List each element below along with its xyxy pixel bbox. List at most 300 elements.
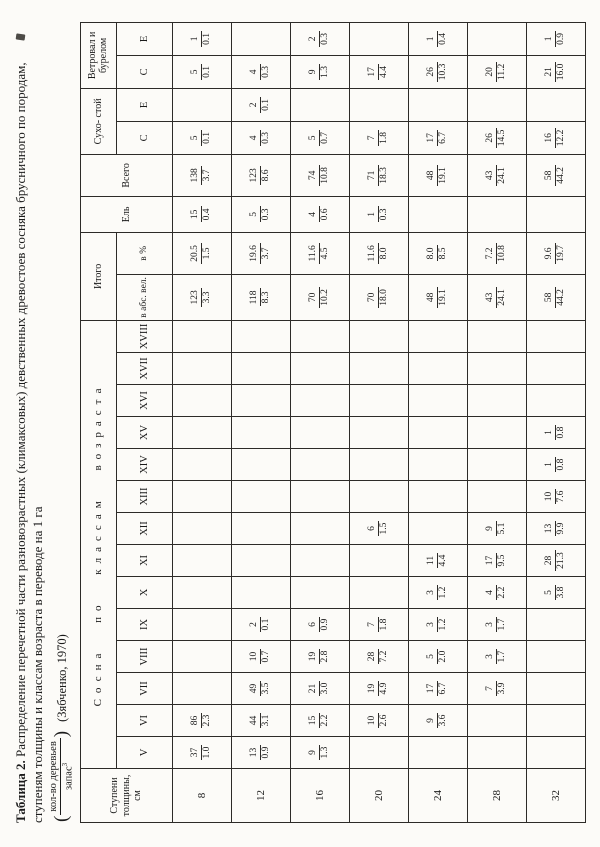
stock-volume: 6.7	[438, 682, 449, 695]
itogo-abs-header: в абс. вел.	[116, 274, 172, 320]
tree-count: 118	[249, 288, 261, 306]
pine-class-X-cell	[231, 577, 290, 609]
table-row-stupen-32	[526, 22, 585, 822]
stock-volume: 21.3	[556, 552, 567, 569]
stock-volume: 44.2	[556, 289, 567, 306]
column-group-vetroval: Ветровал и бурелом	[80, 22, 116, 88]
vetroval-spruce-cell	[172, 22, 231, 55]
pine-class-IX-cell	[349, 609, 408, 641]
count-over-stock	[308, 165, 332, 186]
stock-volume: 8.0	[379, 247, 390, 260]
pine-class-X-cell	[408, 577, 467, 609]
stock-volume: 3.6	[438, 714, 449, 727]
stock-volume: 11.2	[497, 63, 508, 81]
stock-volume: 1.5	[202, 247, 213, 260]
tree-count: 13	[544, 521, 556, 537]
count-over-stock	[367, 617, 391, 633]
el-cell	[526, 196, 585, 232]
stock-volume: 8.6	[261, 169, 272, 182]
pine-class-XVI-cell	[408, 385, 467, 417]
pine-class-XIV-cell	[290, 449, 349, 481]
tree-count: 37	[190, 745, 202, 761]
pine-class-VIII-cell	[467, 641, 526, 673]
pine-class-XVII-cell	[408, 353, 467, 385]
tree-count: 86	[190, 713, 202, 729]
count-over-stock	[249, 166, 273, 184]
vsego-cell	[349, 154, 408, 196]
pine-class-IX-cell	[231, 609, 290, 641]
suhostoy-pine-cell	[526, 121, 585, 154]
tree-count: 43	[485, 287, 497, 308]
header-row-groups	[80, 22, 116, 822]
pine-class-VIII-cell	[290, 641, 349, 673]
count-over-stock	[544, 521, 568, 537]
stock-volume: 7.6	[556, 490, 567, 503]
source-citation: (Зябченко, 1970)	[54, 634, 69, 722]
count-over-stock	[426, 713, 450, 729]
pine-class-XV-cell	[467, 417, 526, 449]
stock-volume: 0.6	[320, 208, 331, 221]
pine-class-XII-cell	[526, 513, 585, 545]
tree-count: 5	[249, 206, 261, 222]
stock-volume: 24.1	[497, 167, 508, 184]
tree-count: 19	[308, 649, 320, 665]
vetroval-spruce-cell	[408, 22, 467, 55]
count-over-stock	[485, 521, 509, 537]
stock-volume: 0.4	[438, 32, 449, 45]
age-class-vii: VII	[116, 673, 172, 705]
stupen-value: 8	[172, 769, 231, 823]
vetroval-pine-cell	[290, 55, 349, 88]
stock-volume: 1.7	[497, 650, 508, 663]
pine-class-XV-cell	[290, 417, 349, 449]
tree-count: 6	[308, 617, 320, 633]
caption-text	[13, 23, 47, 823]
stupen-value: 20	[349, 769, 408, 823]
stock-volume: 3.5	[261, 682, 272, 695]
stock-volume: 0.3	[261, 65, 272, 78]
tree-count: 17	[426, 130, 438, 146]
count-over-stock	[485, 649, 509, 665]
age-class-xvi: XVI	[116, 385, 172, 417]
count-over-stock	[426, 649, 450, 665]
pine-class-IX-cell	[408, 609, 467, 641]
tree-count: 20	[485, 62, 497, 82]
suhostoy-pine-cell	[290, 121, 349, 154]
pine-class-X-cell	[172, 577, 231, 609]
stock-volume: 3.1	[261, 714, 272, 727]
stock-volume: 7.2	[379, 650, 390, 663]
stock-volume: 1.3	[320, 746, 331, 759]
tree-count: 48	[426, 287, 438, 308]
stock-volume: 1.8	[379, 618, 390, 631]
stock-volume: 1.5	[379, 522, 390, 535]
itogo-abs-cell	[231, 274, 290, 320]
tree-count: 58	[544, 165, 556, 186]
itogo-abs-cell	[172, 274, 231, 320]
pine-class-VIII-cell	[526, 641, 585, 673]
suhostoy-spruce-cell	[172, 88, 231, 121]
pine-class-VI-cell	[467, 705, 526, 737]
vetroval-spruce-cell	[349, 22, 408, 55]
vetroval-pine-cell	[172, 55, 231, 88]
count-over-stock	[190, 130, 214, 146]
stock-volume: 0.7	[320, 131, 331, 144]
vetroval-pine-cell	[526, 55, 585, 88]
stock-volume: 3.8	[556, 586, 567, 599]
stock-volume: 3.7	[261, 247, 272, 260]
count-over-stock	[249, 243, 273, 264]
stock-volume: 0.1	[202, 32, 213, 45]
suhostoy-spruce-cell	[290, 88, 349, 121]
pine-class-XI-cell	[290, 545, 349, 577]
table-number: Таблица 2.	[13, 760, 28, 823]
tree-count: 7	[367, 130, 379, 146]
tree-count: 9	[485, 521, 497, 537]
pine-class-XII-cell	[349, 513, 408, 545]
tree-count: 16	[544, 128, 556, 149]
tree-count: 13	[249, 745, 261, 761]
count-over-stock	[249, 713, 273, 729]
table-body	[172, 22, 585, 822]
count-over-stock	[190, 288, 214, 306]
rotated-table-block	[13, 23, 588, 823]
pine-class-XVI-cell	[231, 385, 290, 417]
pine-class-XV-cell	[231, 417, 290, 449]
el-cell	[290, 196, 349, 232]
pine-class-XIV-cell	[172, 449, 231, 481]
itogo-pct-header: в %	[116, 232, 172, 274]
count-over-stock	[190, 64, 214, 80]
tree-count: 3	[426, 617, 438, 633]
tree-count: 5	[544, 585, 556, 601]
count-over-stock	[308, 64, 332, 80]
stock-volume: 3.0	[320, 682, 331, 695]
stock-volume: 18.3	[379, 167, 390, 184]
stupen-value: 28	[467, 769, 526, 823]
itogo-pct-cell	[526, 232, 585, 274]
tree-count: 19	[367, 681, 379, 697]
tree-count: 15	[308, 713, 320, 729]
tree-count: 1	[367, 206, 379, 222]
pine-class-VIII-cell	[231, 641, 290, 673]
age-class-xii: XII	[116, 513, 172, 545]
column-group-itogo: Итого	[80, 232, 116, 320]
count-over-stock	[426, 130, 450, 146]
tree-count: 15	[190, 206, 202, 222]
tree-count: 20.5	[190, 243, 202, 264]
vetroval-spruce-cell	[231, 22, 290, 55]
stock-volume: 44.2	[556, 167, 567, 184]
column-header-vsego: Всего	[80, 154, 172, 196]
count-over-stock	[426, 681, 450, 697]
stock-volume: 8.3	[261, 291, 272, 304]
tree-count: 71	[367, 165, 379, 186]
suhostoy-pine-cell	[467, 121, 526, 154]
table-row-stupen-12	[231, 22, 290, 822]
pine-class-XVIII-cell	[172, 320, 231, 352]
vetroval-pine-cell	[467, 55, 526, 88]
tree-count: 5	[190, 130, 202, 146]
stock-volume: 6.7	[438, 131, 449, 144]
stock-volume: 19.1	[438, 289, 449, 306]
count-over-stock	[544, 62, 568, 83]
table-row-stupen-24	[408, 22, 467, 822]
count-over-stock	[308, 206, 332, 222]
suhostoy-pine-cell	[231, 121, 290, 154]
count-over-stock	[249, 64, 273, 80]
tree-count: 5	[426, 649, 438, 665]
tree-count: 3	[426, 585, 438, 601]
tree-count: 17	[426, 681, 438, 697]
pine-class-XIV-cell	[349, 449, 408, 481]
age-class-xiv: XIV	[116, 449, 172, 481]
pine-class-XVI-cell	[467, 385, 526, 417]
tree-count: 7	[367, 617, 379, 633]
count-over-stock	[485, 287, 509, 308]
stock-volume: 0.7	[261, 650, 272, 663]
stock-volume: 0.1	[202, 65, 213, 78]
tree-count: 11.6	[367, 243, 379, 263]
vsego-cell	[290, 154, 349, 196]
count-over-stock	[367, 64, 391, 80]
pine-class-XIV-cell	[408, 449, 467, 481]
age-class-vi: VI	[116, 705, 172, 737]
stock-volume: 0.3	[261, 208, 272, 221]
vetroval-spruce-cell	[526, 22, 585, 55]
table-row-stupen-20	[349, 22, 408, 822]
count-over-stock	[308, 681, 332, 697]
tree-count: 11	[426, 553, 438, 569]
count-over-stock	[367, 206, 391, 222]
stock-volume: 19.1	[438, 167, 449, 184]
tree-count: 17	[485, 553, 497, 569]
pine-class-XIII-cell	[290, 481, 349, 513]
count-over-stock	[249, 206, 273, 222]
pine-class-XVIII-cell	[467, 320, 526, 352]
pine-class-XVIII-cell	[290, 320, 349, 352]
count-over-stock	[249, 649, 273, 665]
pine-class-XV-cell	[349, 417, 408, 449]
pine-class-V-cell	[526, 737, 585, 769]
pine-class-VI-cell	[290, 705, 349, 737]
stock-volume: 2.0	[438, 650, 449, 663]
stock-volume: 0.8	[556, 426, 567, 439]
tree-count: 21	[308, 681, 320, 697]
close-paren: )	[51, 730, 73, 738]
count-over-stock	[544, 165, 568, 186]
count-over-stock	[485, 585, 509, 601]
tree-count: 1	[426, 31, 438, 47]
vsego-cell	[408, 154, 467, 196]
pine-class-VI-cell	[231, 705, 290, 737]
pine-class-XIII-cell	[349, 481, 408, 513]
pine-class-VII-cell	[408, 673, 467, 705]
stock-volume: 1.7	[497, 618, 508, 631]
column-group-pine-age-classes: Сосна по классам возраста	[80, 320, 116, 768]
count-over-stock	[485, 62, 509, 82]
count-over-stock	[190, 31, 214, 47]
count-over-stock	[249, 617, 273, 633]
stock-volume: 4.4	[438, 554, 449, 567]
count-over-stock	[544, 550, 568, 571]
pine-class-XIV-cell	[526, 449, 585, 481]
stock-volume: 9.5	[497, 554, 508, 567]
tree-count: 10	[544, 489, 556, 505]
pine-class-XIII-cell	[231, 481, 290, 513]
pine-class-XII-cell	[408, 513, 467, 545]
footnote-mark: 3	[61, 762, 70, 767]
stock-volume: 4.4	[379, 65, 390, 78]
el-cell	[231, 196, 290, 232]
tree-count: 1	[544, 425, 556, 441]
count-over-stock	[426, 31, 450, 47]
pine-class-XIII-cell	[467, 481, 526, 513]
pine-class-XVIII-cell	[349, 320, 408, 352]
vsego-cell	[172, 154, 231, 196]
pine-class-XI-cell	[408, 545, 467, 577]
count-over-stock	[190, 243, 214, 264]
count-over-stock	[249, 745, 273, 761]
tree-count: 19.6	[249, 243, 261, 264]
stock-volume: 16.0	[556, 63, 567, 81]
legend-denominator	[61, 738, 76, 814]
count-over-stock	[426, 165, 450, 186]
pine-class-XVI-cell	[526, 385, 585, 417]
tree-count: 2	[249, 97, 261, 113]
pine-class-VI-cell	[526, 705, 585, 737]
suhostoy-pine-header: С	[116, 121, 172, 154]
age-distribution-table	[80, 22, 586, 823]
count-over-stock	[485, 128, 509, 149]
stock-volume: 12.2	[556, 129, 567, 147]
tree-count: 7	[485, 681, 497, 697]
vetroval-spruce-cell	[290, 22, 349, 55]
itogo-pct-cell	[408, 232, 467, 274]
stock-volume: 10.8	[320, 167, 331, 184]
stock-volume: 1.0	[202, 746, 213, 759]
tree-count: 70	[308, 287, 320, 308]
itogo-pct-cell	[290, 232, 349, 274]
count-over-stock	[308, 713, 332, 729]
stupen-value: 32	[526, 769, 585, 823]
stock-volume: 14.5	[497, 129, 508, 147]
age-class-x: X	[116, 577, 172, 609]
el-cell	[349, 196, 408, 232]
stock-volume: 1.2	[438, 586, 449, 599]
tree-count: 11.6	[308, 243, 320, 263]
count-over-stock	[426, 245, 450, 261]
stock-volume: 2.3	[202, 714, 213, 727]
age-class-xv: XV	[116, 417, 172, 449]
vetroval-pine-cell	[231, 55, 290, 88]
tree-count: 9	[308, 745, 320, 761]
stock-volume: 0.9	[556, 32, 567, 45]
count-over-stock	[544, 31, 568, 47]
pine-class-XVIII-cell	[408, 320, 467, 352]
suhostoy-pine-cell	[172, 121, 231, 154]
stock-volume: 1.2	[438, 618, 449, 631]
count-over-stock	[485, 553, 509, 569]
count-over-stock	[426, 287, 450, 308]
itogo-abs-cell	[467, 274, 526, 320]
column-header-stupeni: Ступени толщины, см	[80, 769, 172, 823]
suhostoy-spruce-cell	[467, 88, 526, 121]
vetroval-pine-cell	[408, 55, 467, 88]
suhostoy-pine-cell	[408, 121, 467, 154]
itogo-abs-cell	[349, 274, 408, 320]
count-over-stock	[426, 553, 450, 569]
pine-class-XIV-cell	[467, 449, 526, 481]
stock-volume: 5.1	[497, 522, 508, 535]
pine-class-XII-cell	[467, 513, 526, 545]
age-class-xi: XI	[116, 545, 172, 577]
table-caption	[13, 23, 75, 823]
count-over-stock	[426, 585, 450, 601]
count-over-stock	[190, 745, 214, 761]
vsego-cell	[231, 154, 290, 196]
el-cell	[467, 196, 526, 232]
count-over-stock	[544, 585, 568, 601]
stock-volume: 10.3	[438, 63, 449, 81]
count-over-stock	[190, 166, 214, 184]
pine-class-X-cell	[526, 577, 585, 609]
suhostoy-spruce-cell	[231, 88, 290, 121]
pine-class-XVII-cell	[172, 353, 231, 385]
pine-class-XII-cell	[172, 513, 231, 545]
stock-volume: 2.2	[497, 586, 508, 599]
pine-class-VII-cell	[231, 673, 290, 705]
count-over-stock	[308, 649, 332, 665]
stock-volume: 9.9	[556, 522, 567, 535]
tree-count: 5	[190, 64, 202, 80]
tree-count: 1	[544, 457, 556, 473]
el-cell	[172, 196, 231, 232]
count-over-stock	[249, 97, 273, 113]
tree-count: 1	[544, 31, 556, 47]
pine-class-XVII-cell	[290, 353, 349, 385]
stock-volume: 0.3	[261, 131, 272, 144]
pine-class-VII-cell	[172, 673, 231, 705]
pine-class-XI-cell	[526, 545, 585, 577]
tree-count: 9	[426, 713, 438, 729]
legend-denominator-word: запас	[63, 766, 75, 790]
tree-count: 3	[485, 617, 497, 633]
pine-class-XI-cell	[231, 545, 290, 577]
count-over-stock	[308, 617, 332, 633]
pine-class-XV-cell	[408, 417, 467, 449]
tree-count: 49	[249, 681, 261, 697]
tree-count: 74	[308, 165, 320, 186]
stock-volume: 24.1	[497, 289, 508, 306]
pine-class-VIII-cell	[408, 641, 467, 673]
age-class-xvii: XVII	[116, 353, 172, 385]
pine-class-V-cell	[231, 737, 290, 769]
stock-volume: 4.9	[379, 682, 390, 695]
count-over-stock	[544, 425, 568, 441]
tree-count: 6	[367, 521, 379, 537]
tree-count: 26	[485, 128, 497, 149]
itogo-pct-cell	[349, 232, 408, 274]
pine-class-VII-cell	[349, 673, 408, 705]
pine-class-VII-cell	[290, 673, 349, 705]
pine-class-VII-cell	[526, 673, 585, 705]
pine-class-XII-cell	[290, 513, 349, 545]
tree-count: 4	[308, 206, 320, 222]
vetroval-spruce-cell	[467, 22, 526, 55]
stock-volume: 10.8	[497, 245, 508, 262]
tree-count: 48	[426, 165, 438, 186]
